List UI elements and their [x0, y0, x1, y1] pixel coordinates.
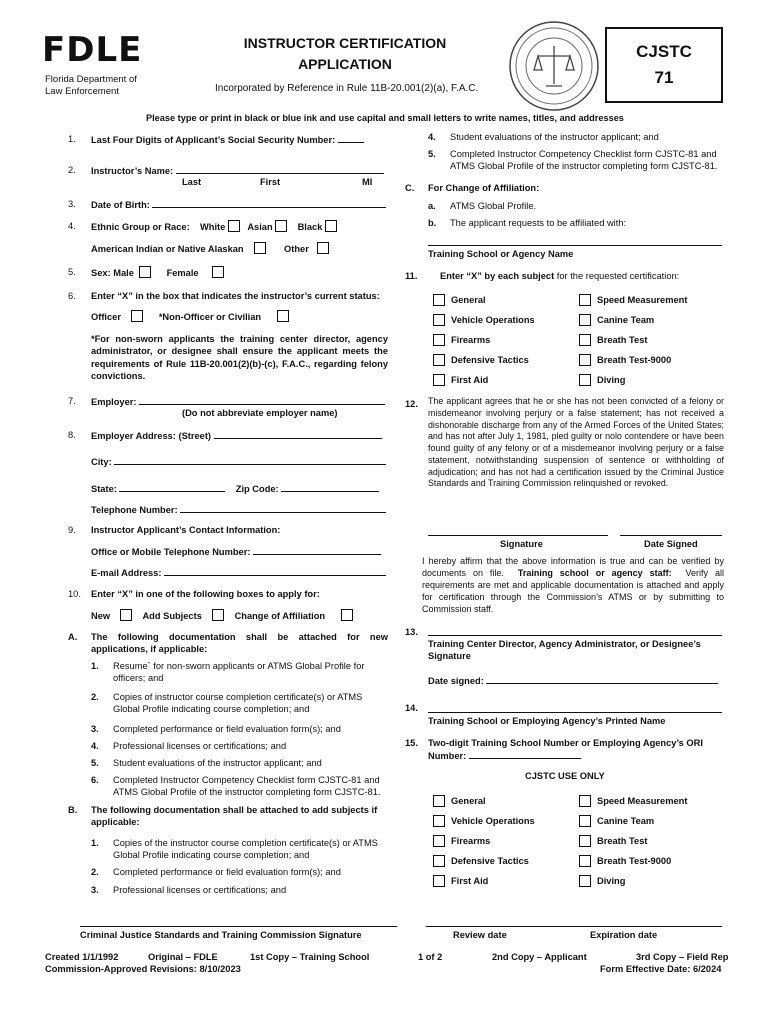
use-only-subject-checkbox[interactable]: [579, 855, 591, 867]
form-title-2: APPLICATION: [298, 56, 392, 72]
section-b-label: B.: [68, 805, 78, 815]
q11-num: 11.: [405, 271, 418, 281]
use-only-subject-checkbox[interactable]: [579, 835, 591, 847]
subject-checkbox[interactable]: [433, 314, 445, 326]
signature-label: Signature: [500, 539, 543, 549]
b2-text: Completed performance or field evaluation form(s); and: [113, 867, 341, 877]
form-code: CJSTC: [636, 42, 692, 61]
street-field[interactable]: [214, 429, 382, 439]
use-only-subject-label: Breath Test: [597, 835, 648, 846]
ink-instruction: Please type or print in black or blue ink and use capital and small letters to write names, titles, and addresses: [146, 113, 624, 123]
q4-label-2: American Indian or Native Alaskan Other: [91, 242, 329, 255]
black-checkbox[interactable]: [325, 220, 337, 232]
school-name-line[interactable]: [428, 712, 722, 713]
q15-num: 15.: [405, 738, 418, 748]
add-subjects-checkbox[interactable]: [212, 609, 224, 621]
q2-num: 2.: [68, 165, 76, 175]
original-copy: Original – FDLE: [148, 952, 218, 962]
american-indian-checkbox[interactable]: [254, 242, 266, 254]
q7-num: 7.: [68, 396, 76, 406]
subject-checkbox[interactable]: [579, 374, 591, 386]
subject-item[interactable]: [433, 312, 579, 328]
apply-row: New Add Subjects Change of Affiliation: [91, 609, 353, 622]
school-agency-label: Training School or Agency Name: [428, 249, 574, 259]
use-only-subject-checkbox[interactable]: [433, 795, 445, 807]
q4-num: 4.: [68, 221, 76, 231]
use-only-subject-item[interactable]: [579, 793, 725, 809]
date-signed-2-row: Date signed:: [428, 674, 718, 687]
use-only-subject-label: Diving: [597, 875, 626, 886]
q3-label: Date of Birth:: [91, 198, 386, 211]
q9-label: Instructor Applicant’s Contact Information:: [91, 525, 281, 535]
use-only-subject-label: Speed Measurement: [597, 795, 688, 806]
incorporated-by-reference: Incorporated by Reference in Rule 11B-20.001(2)(a), F.A.C.: [215, 83, 479, 94]
b1-num: 1.: [91, 838, 99, 848]
use-only-subject-label: Vehicle Operations: [451, 815, 535, 826]
use-only-subject-label: Breath Test-9000: [597, 855, 672, 866]
subject-item[interactable]: [579, 372, 725, 388]
subject-label: Breath Test-9000: [597, 354, 672, 365]
r4-text: Student evaluations of the instructor applicant; and: [450, 132, 659, 142]
q6-label: Enter “X” in the box that indicates the instructor’s current status:: [91, 291, 380, 301]
subject-item[interactable]: [433, 352, 579, 368]
signature-line[interactable]: [428, 535, 608, 536]
office-phone-field[interactable]: [253, 545, 381, 555]
white-checkbox[interactable]: [228, 220, 240, 232]
q12-num: 12.: [405, 399, 418, 409]
first-label: First: [260, 177, 281, 187]
subject-checkbox[interactable]: [433, 294, 445, 306]
subject-checkbox[interactable]: [433, 374, 445, 386]
change-affiliation-checkbox[interactable]: [341, 609, 353, 621]
use-only-subject-item[interactable]: [579, 853, 725, 869]
use-only-subject-item[interactable]: [579, 873, 725, 889]
first-copy: 1st Copy – Training School: [250, 952, 370, 962]
expiration-date-label: Expiration date: [590, 930, 658, 940]
telephone-field[interactable]: [180, 503, 386, 513]
a1-text: Resume` for non-sworn applicants or ATMS Global Profile for officers; and: [113, 661, 365, 684]
cjstc-signature-line[interactable]: [80, 926, 397, 927]
subject-label: Firearms: [451, 334, 491, 345]
section-c-num: C.: [405, 183, 415, 193]
office-row: Office or Mobile Telephone Number:: [91, 545, 381, 558]
use-only-subject-item[interactable]: [433, 873, 579, 889]
new-checkbox[interactable]: [120, 609, 132, 621]
date-signed-2-field[interactable]: [486, 674, 718, 684]
section-b-text: The following documentation shall be attached to add subjects if applicable:: [91, 805, 378, 828]
use-only-subject-checkbox[interactable]: [433, 835, 445, 847]
use-only-subject-checkbox[interactable]: [433, 875, 445, 887]
subject-item[interactable]: [433, 292, 579, 308]
subject-label: Vehicle Operations: [451, 314, 535, 325]
cb-text: The applicant requests to be affiliated with:: [450, 218, 627, 228]
q1-label: Last Four Digits of Applicant’s Social Security Number:: [91, 133, 364, 146]
tel-row: Telephone Number:: [91, 503, 386, 516]
subject-label: Diving: [597, 374, 626, 385]
q14-num: 14.: [405, 703, 418, 713]
review-expiration-line[interactable]: [426, 926, 722, 927]
subject-item[interactable]: [579, 292, 725, 308]
q5-num: 5.: [68, 267, 76, 277]
subject-item[interactable]: [579, 352, 725, 368]
q11-label: Enter “X” by each subject for the requested certification:: [440, 271, 680, 281]
subjects-grid: [433, 292, 725, 388]
ssn-field[interactable]: [338, 133, 364, 143]
section-c-label: For Change of Affiliation:: [428, 183, 540, 193]
ori-field[interactable]: [469, 749, 581, 759]
q14-label: Training School or Employing Agency’s Printed Name: [428, 716, 666, 726]
a3-text: Completed performance or field evaluation form(s); and: [113, 724, 341, 734]
b1-text: Copies of the instructor course completion certificate(s) or ATMS Global Profile indicating course completion; and: [113, 838, 378, 861]
subject-label: Canine Team: [597, 314, 655, 325]
use-only-subject-label: Canine Team: [597, 815, 655, 826]
subject-label: Defensive Tactics: [451, 354, 529, 365]
use-only-subject-label: Firearms: [451, 835, 491, 846]
ca-text: ATMS Global Profile.: [450, 201, 537, 211]
use-only-subject-label: First Aid: [451, 875, 489, 886]
subject-item[interactable]: [433, 332, 579, 348]
female-checkbox[interactable]: [212, 266, 224, 278]
use-only-subject-checkbox[interactable]: [579, 815, 591, 827]
employer-field[interactable]: [139, 395, 385, 405]
email-row: E-mail Address:: [91, 566, 386, 579]
q4-label: Ethnic Group or Race: White Asian Black: [91, 220, 337, 233]
form-number: 71: [654, 67, 674, 87]
use-only-subject-label: General: [451, 795, 486, 806]
revisions-date: Commission-Approved Revisions: 8/10/2023: [45, 964, 241, 974]
fdle-logo: FDLE: [42, 30, 143, 70]
form-title-1: INSTRUCTOR CERTIFICATION: [243, 35, 447, 51]
cjstc-signature-label: Criminal Justice Standards and Training Commission Signature: [80, 930, 362, 940]
use-only-subject-label: Defensive Tactics: [451, 855, 529, 866]
use-only-subject-item[interactable]: [433, 833, 579, 849]
subject-label: Speed Measurement: [597, 294, 688, 305]
officer-checkbox[interactable]: [131, 310, 143, 322]
subject-checkbox[interactable]: [579, 294, 591, 306]
other-checkbox[interactable]: [317, 242, 329, 254]
b3-num: 3.: [91, 885, 99, 895]
subject-checkbox[interactable]: [579, 334, 591, 346]
a4-text: Professional licenses or certifications; and: [113, 741, 287, 751]
subject-label: First Aid: [451, 374, 489, 385]
subject-checkbox[interactable]: [579, 314, 591, 326]
q5-label: Sex: Male Female: [91, 266, 224, 279]
a2-num: 2.: [91, 692, 99, 702]
subject-item[interactable]: [579, 332, 725, 348]
cjstc-use-only: CJSTC USE ONLY: [525, 771, 605, 781]
a3-num: 3.: [91, 724, 99, 734]
a6-num: 6.: [91, 775, 99, 785]
r4-num: 4.: [428, 132, 436, 142]
affirmation-text: I hereby affirm that the above information is true and can be verified by documents on file. Training school or agency staff: Verify all requirements are met and applicable documentation is attached and apply for certification through the Commission’s ATMS or by submitting to Commission staff.: [422, 556, 724, 614]
a1-num: 1.: [91, 661, 99, 671]
q8-num: 8.: [68, 430, 76, 440]
q10-label: Enter “X” in one of the following boxes to apply for:: [91, 589, 320, 599]
status-row: Officer *Non-Officer or Civilian: [91, 310, 289, 323]
created-date: Created 1/1/1992: [45, 952, 119, 962]
third-copy: 3rd Copy – Field Rep: [636, 952, 729, 962]
subject-label: General: [451, 294, 486, 305]
subject-checkbox[interactable]: [433, 334, 445, 346]
asian-checkbox[interactable]: [275, 220, 287, 232]
q7-label: Employer:: [91, 395, 385, 408]
use-only-subjects-grid: [433, 793, 725, 889]
q2-label: Instructor’s Name:: [91, 164, 384, 177]
b2-num: 2.: [91, 867, 99, 877]
a4-num: 4.: [91, 741, 99, 751]
use-only-subject-checkbox[interactable]: [579, 795, 591, 807]
q12-text: The applicant agrees that he or she has not been convicted of a felony or misdemeanor involving perjury or a false statement; has not received a dishonorable discharge from any of the Armed Forces of the United States; and has not after July 1, 1981, pled guilty or nolo contendere or have been found guilty of any felony or of a misdemeanor involving perjury or a false statement, notwithstanding suspension of sentence or withholding of adjudication; and has not had a certification issued by the Criminal Justice Standards and Training Commission relinquished or revoked.: [428, 396, 724, 489]
ca-num: a.: [428, 201, 436, 211]
department-name: Florida Department of Law Enforcement: [45, 74, 137, 97]
use-only-subject-item[interactable]: [433, 853, 579, 869]
state-row: State: Zip Code:: [91, 482, 379, 495]
page-number: 1 of 2: [418, 952, 443, 962]
subject-item[interactable]: [433, 372, 579, 388]
date-signed-line[interactable]: [620, 535, 722, 536]
non-officer-checkbox[interactable]: [277, 310, 289, 322]
q15-label: Two-digit Training School Number or Employing Agency’s ORI Number:: [428, 738, 703, 762]
a6-text: Completed Instructor Competency Checklist form CJSTC-81 and ATMS Global Profile of the instructor completing form CJSTC-81.: [113, 775, 381, 798]
cb-num: b.: [428, 218, 437, 228]
zip-field[interactable]: [281, 482, 379, 492]
last-label: Last: [182, 177, 202, 187]
q6-num: 6.: [68, 291, 76, 301]
instructor-name-field[interactable]: [176, 164, 384, 174]
use-only-subject-item[interactable]: [579, 833, 725, 849]
state-field[interactable]: [119, 482, 225, 492]
use-only-subject-item[interactable]: [579, 813, 725, 829]
a2-text: Copies of instructor course completion certificate(s) or ATMS Global Profile indicating course completion; and: [113, 692, 363, 715]
section-a-text: The following documentation shall be attached for new applications, if applicable:: [91, 632, 388, 655]
r5-text: Completed Instructor Competency Checklist form CJSTC-81 and ATMS Global Profile of the instructor completing form CJSTC-81.: [450, 149, 718, 172]
subject-checkbox[interactable]: [579, 354, 591, 366]
mi-label: MI: [362, 177, 373, 187]
q1-row: 1.: [68, 134, 76, 144]
q3-num: 3.: [68, 199, 76, 209]
no-abbreviate-note: (Do not abbreviate employer name): [182, 408, 338, 418]
use-only-subject-checkbox[interactable]: [579, 875, 591, 887]
use-only-subject-item[interactable]: [433, 793, 579, 809]
a5-text: Student evaluations of the instructor applicant; and: [113, 758, 322, 768]
effective-date: Form Effective Date: 6/2024: [600, 964, 722, 974]
use-only-subject-checkbox[interactable]: [433, 855, 445, 867]
city-field[interactable]: [114, 455, 386, 465]
non-sworn-note: *For non-sworn applicants the training center director, agency administrator, or designee shall ensure the applicant meets the requirements of Rule 11B-20.001(2)(b)-(c), F.A.C., regarding felony convictions.: [91, 334, 388, 381]
review-date-label: Review date: [453, 930, 507, 940]
use-only-subject-checkbox[interactable]: [433, 815, 445, 827]
form-number-box: [605, 27, 723, 103]
director-signature-line[interactable]: [428, 635, 722, 636]
male-checkbox[interactable]: [139, 266, 151, 278]
q8-label: Employer Address: (Street): [91, 429, 382, 442]
subject-checkbox[interactable]: [433, 354, 445, 366]
a5-num: 5.: [91, 758, 99, 768]
q13-label: Training Center Director, Agency Administrator, or Designee’s Signature: [428, 639, 701, 662]
q10-num: 10.: [68, 589, 81, 599]
dob-field[interactable]: [152, 198, 386, 208]
second-copy: 2nd Copy – Applicant: [492, 952, 587, 962]
r5-num: 5.: [428, 149, 436, 159]
email-field[interactable]: [164, 566, 386, 576]
q13-num: 13.: [405, 627, 418, 637]
subject-label: Breath Test: [597, 334, 648, 345]
city-row: City:: [91, 455, 386, 468]
section-a-label: A.: [68, 632, 78, 642]
state-seal-icon: [508, 20, 600, 112]
affiliation-line[interactable]: [428, 245, 722, 246]
use-only-subject-item[interactable]: [433, 813, 579, 829]
subject-item[interactable]: [579, 312, 725, 328]
date-signed-label: Date Signed: [644, 539, 698, 549]
q9-num: 9.: [68, 525, 76, 535]
b3-text: Professional licenses or certifications; and: [113, 885, 287, 895]
